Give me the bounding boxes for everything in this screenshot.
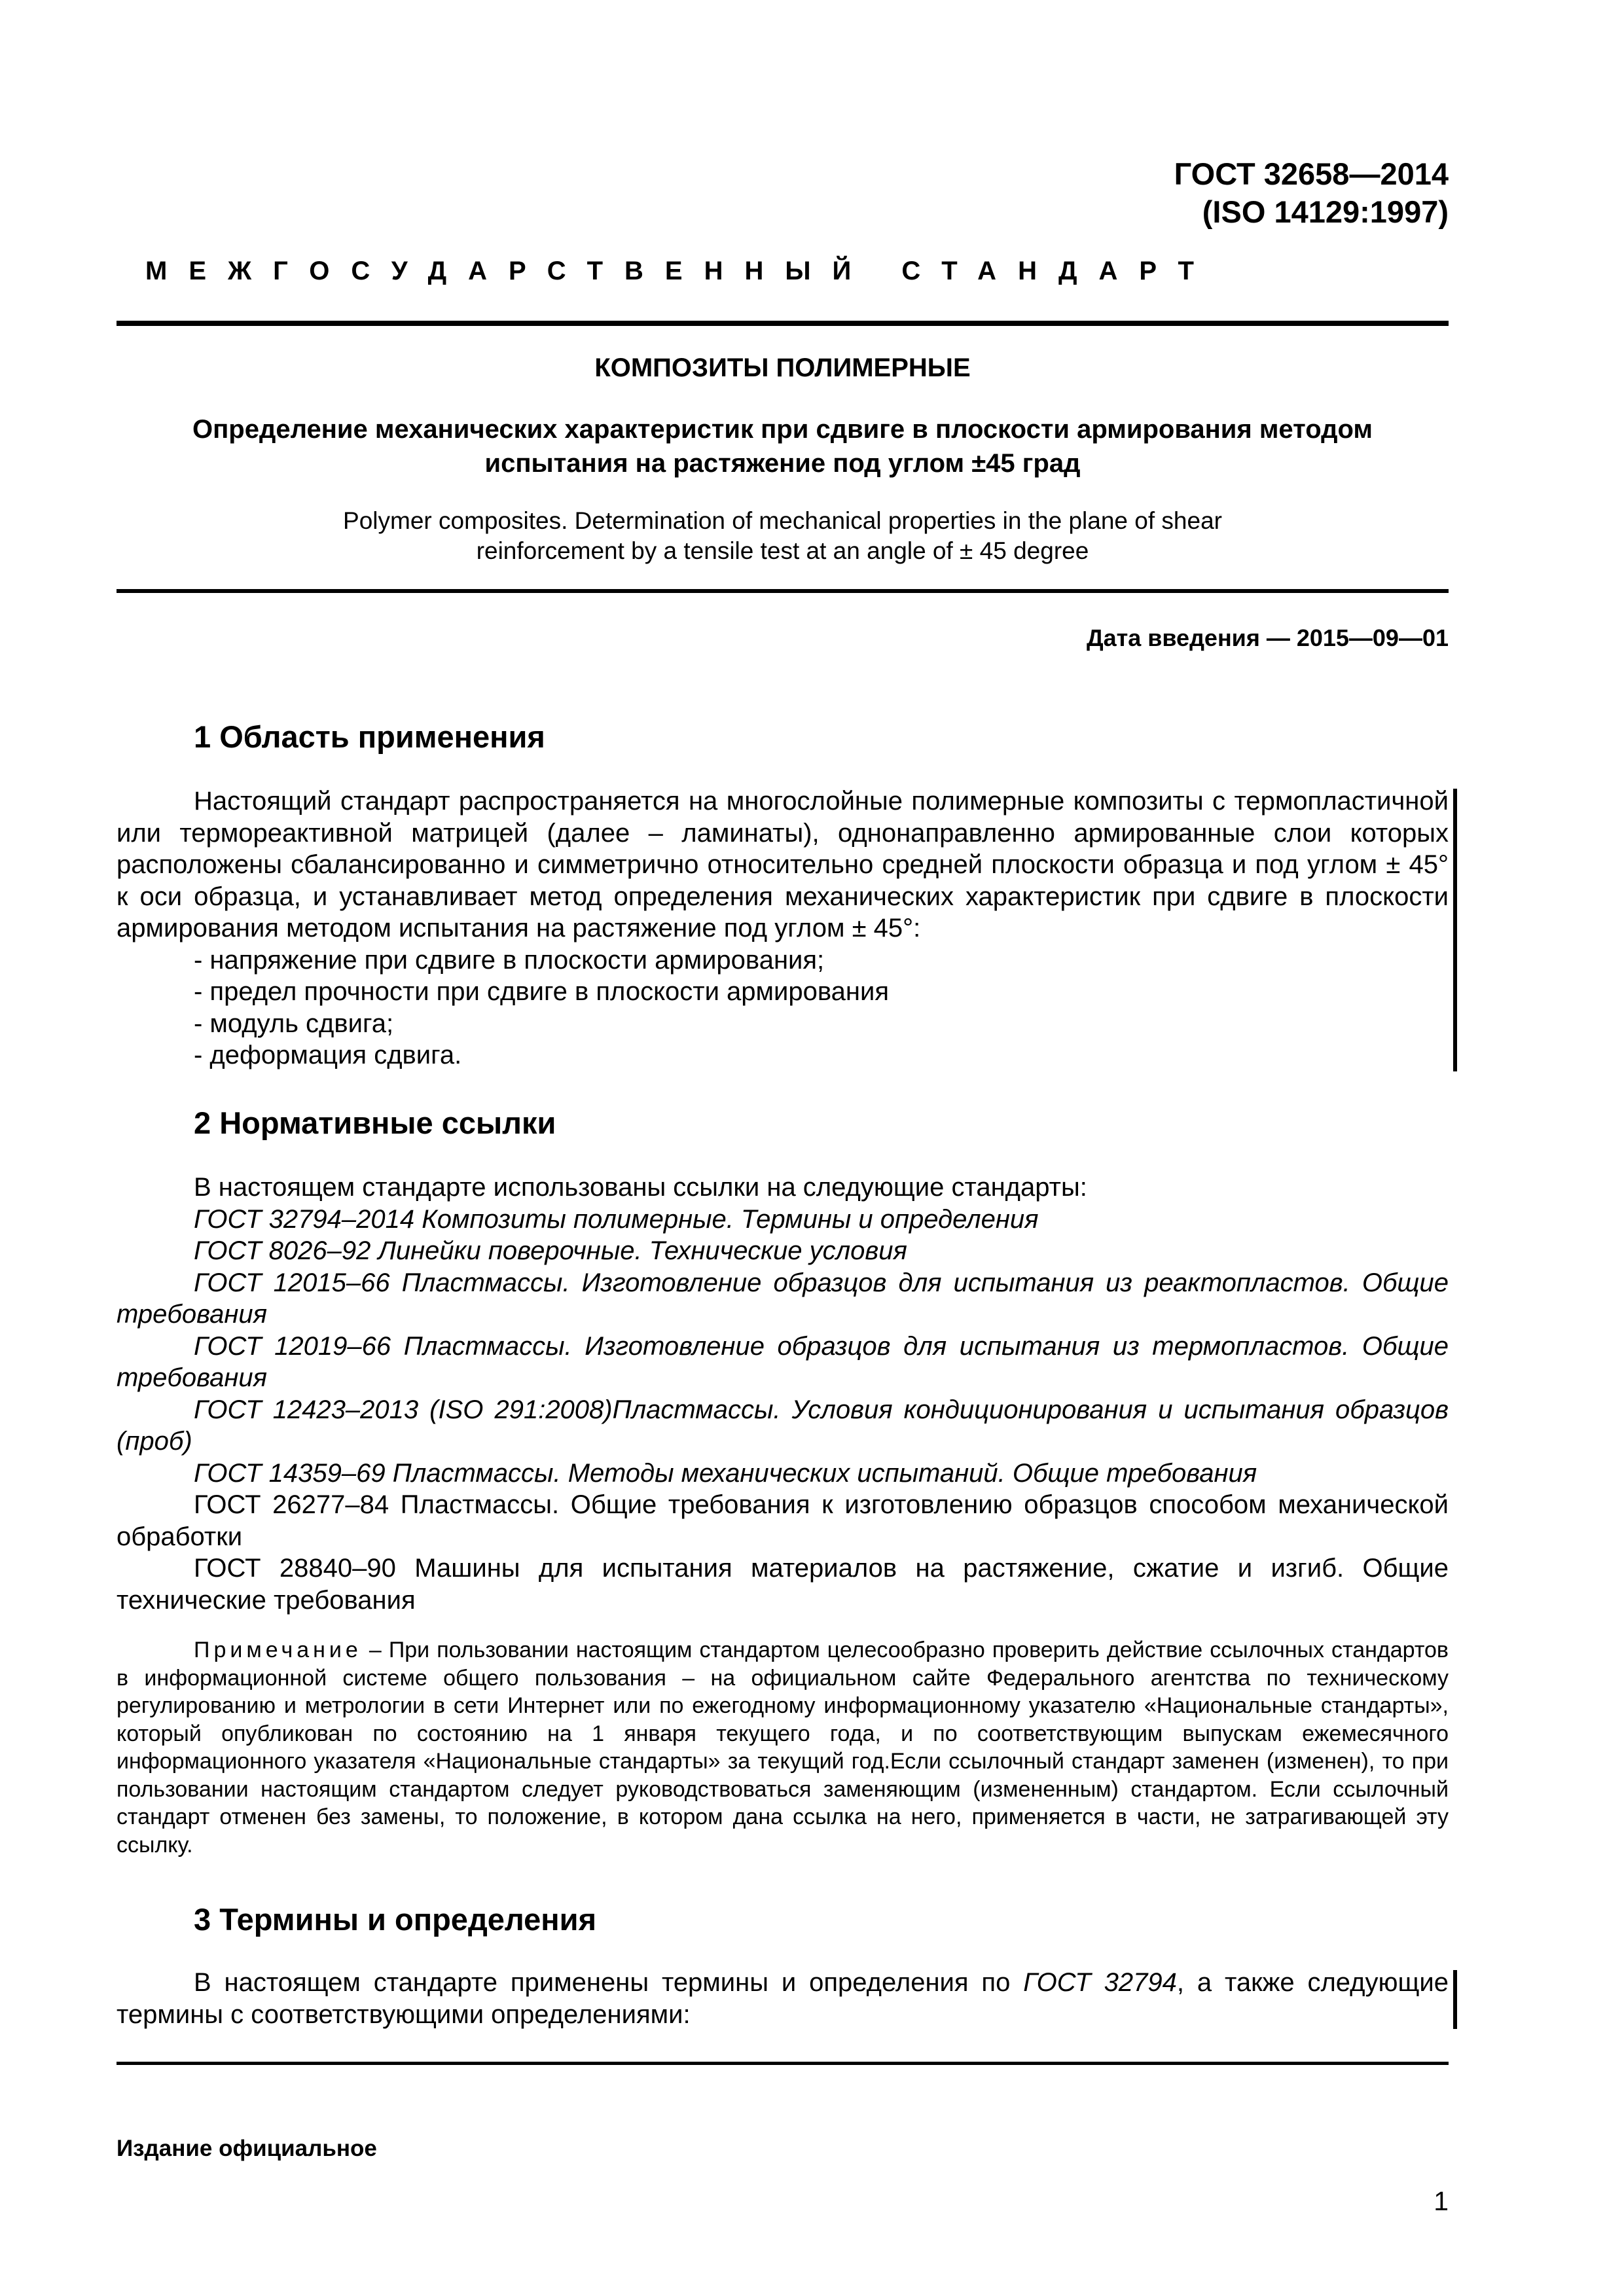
change-bar bbox=[1453, 1970, 1457, 2029]
list-item: - напряжение при сдвиге в плоскости армирования; bbox=[194, 945, 825, 975]
note bbox=[117, 1636, 1449, 1859]
page-number: 1 bbox=[1434, 2186, 1449, 2216]
change-bar bbox=[1453, 789, 1457, 1071]
section-3-text-after: , а также следующие термины с соответствующими определениями: bbox=[117, 1968, 1449, 2029]
standard-type-banner: МЕЖГОСУДАРСТВЕННЫЙ СТАНДАРТ bbox=[145, 257, 1216, 285]
section-2-title: 2 Нормативные ссылки bbox=[194, 1105, 556, 1140]
note-text: – При пользовании настоящим стандартом целесообразно проверить действие ссылочных стандартов в информационной системе общего пользования – на официальном сайте Федерального агентства по техническому регулированию и метрологии в сети Интернет или по ежегодному информационному указателю «Национальные стандарты», который опубликован по состоянию на 1 января текущего года, и по соответствующим выпускам ежемесячного информационного указателя «Национальные стандарты» за текущий год.Если ссылочный стандарт заменен (изменен), то при пользовании настоящим стандартом следует руководствоваться заменяющим (измененным) стандартом. Если ссылочный стандарт отменен без замены, то положение, в котором дана ссылка на него, применяется в части, не затрагивающей эту ссылку. bbox=[117, 1638, 1449, 1857]
title-subtitle bbox=[117, 412, 1449, 480]
reference-item: ГОСТ 14359–69 Пластмассы. Методы механических испытаний. Общие требования bbox=[194, 1458, 1257, 1488]
section-1-paragraph: Настоящий стандарт распространяется на многослойные полимерные композиты с термопластичной или термореактивной матрицей (далее – ламинаты), однонаправленно армированные слои которых расположены сбалансированно и симметрично относительно средней плоскости образца и под углом ± 45° к оси образца, и устанавливает метод определения механических характеристик при сдвиге в плоскости армирования методом испытания на растяжение под углом ± 45°: bbox=[117, 787, 1449, 942]
effective-date: Дата введения — 2015—09—01 bbox=[1086, 624, 1449, 651]
title-rule bbox=[117, 589, 1449, 593]
reference-item: ГОСТ 12015–66 Пластмассы. Изготовление образцов для испытания из реактопластов. Общие требования bbox=[117, 1268, 1449, 1329]
reference-item: ГОСТ 12423–2013 (ISO 291:2008)Пластмассы. Условия кондиционирования и испытания образцов (проб) bbox=[117, 1395, 1449, 1456]
section-3-paragraph bbox=[117, 1967, 1449, 2030]
reference-item: ГОСТ 8026–92 Линейки поверочные. Технические условия bbox=[194, 1236, 907, 1265]
reference-item: ГОСТ 26277–84 Пластмассы. Общие требования к изготовлению образцов способом механической обработки bbox=[117, 1490, 1449, 1551]
title-subtitle-line2: испытания на растяжение под углом ±45 град bbox=[484, 449, 1081, 478]
section-2-body bbox=[117, 1172, 1449, 1616]
title-main: КОМПОЗИТЫ ПОЛИМЕРНЫЕ bbox=[594, 353, 971, 382]
section-3-reference: ГОСТ 32794 bbox=[1023, 1968, 1177, 1997]
title-english-line2: reinforcement by a tensile test at an angle of ± 45 degree bbox=[476, 537, 1089, 564]
bottom-rule bbox=[117, 2062, 1449, 2065]
section-2-intro: В настоящем стандарте использованы ссылки на следующие стандарты: bbox=[194, 1173, 1087, 1202]
section-1-title: 1 Область применения bbox=[194, 719, 545, 754]
standard-code: ГОСТ 32658—2014 bbox=[1174, 156, 1449, 191]
list-item: - деформация сдвига. bbox=[194, 1041, 462, 1069]
list-item: - предел прочности при сдвиге в плоскости армирования bbox=[194, 977, 890, 1006]
reference-item: ГОСТ 12019–66 Пластмассы. Изготовление образцов для испытания из термопластов. Общие требования bbox=[117, 1331, 1449, 1392]
edition-label: Издание официальное bbox=[117, 2136, 377, 2161]
reference-item: ГОСТ 32794–2014 Композиты полимерные. Термины и определения bbox=[194, 1204, 1039, 1234]
title-english bbox=[117, 506, 1449, 566]
iso-code: (ISO 14129:1997) bbox=[1202, 194, 1449, 229]
note-label: Примечание bbox=[194, 1638, 362, 1662]
title-english-line1: Polymer composites. Determination of mechanical properties in the plane of shear bbox=[343, 507, 1222, 534]
section-1-body bbox=[117, 785, 1449, 1071]
top-rule bbox=[117, 321, 1449, 326]
list-item: - модуль сдвига; bbox=[194, 1009, 394, 1038]
reference-item: ГОСТ 28840–90 Машины для испытания материалов на растяжение, сжатие и изгиб. Общие технические требования bbox=[117, 1554, 1449, 1615]
section-3-title: 3 Термины и определения bbox=[194, 1902, 596, 1937]
title-subtitle-line1: Определение механических характеристик при сдвиге в плоскости армирования методом bbox=[192, 415, 1373, 444]
section-3-text-before: В настоящем стандарте применены термины и определения по bbox=[194, 1968, 1024, 1997]
section-3-body bbox=[117, 1967, 1449, 2030]
